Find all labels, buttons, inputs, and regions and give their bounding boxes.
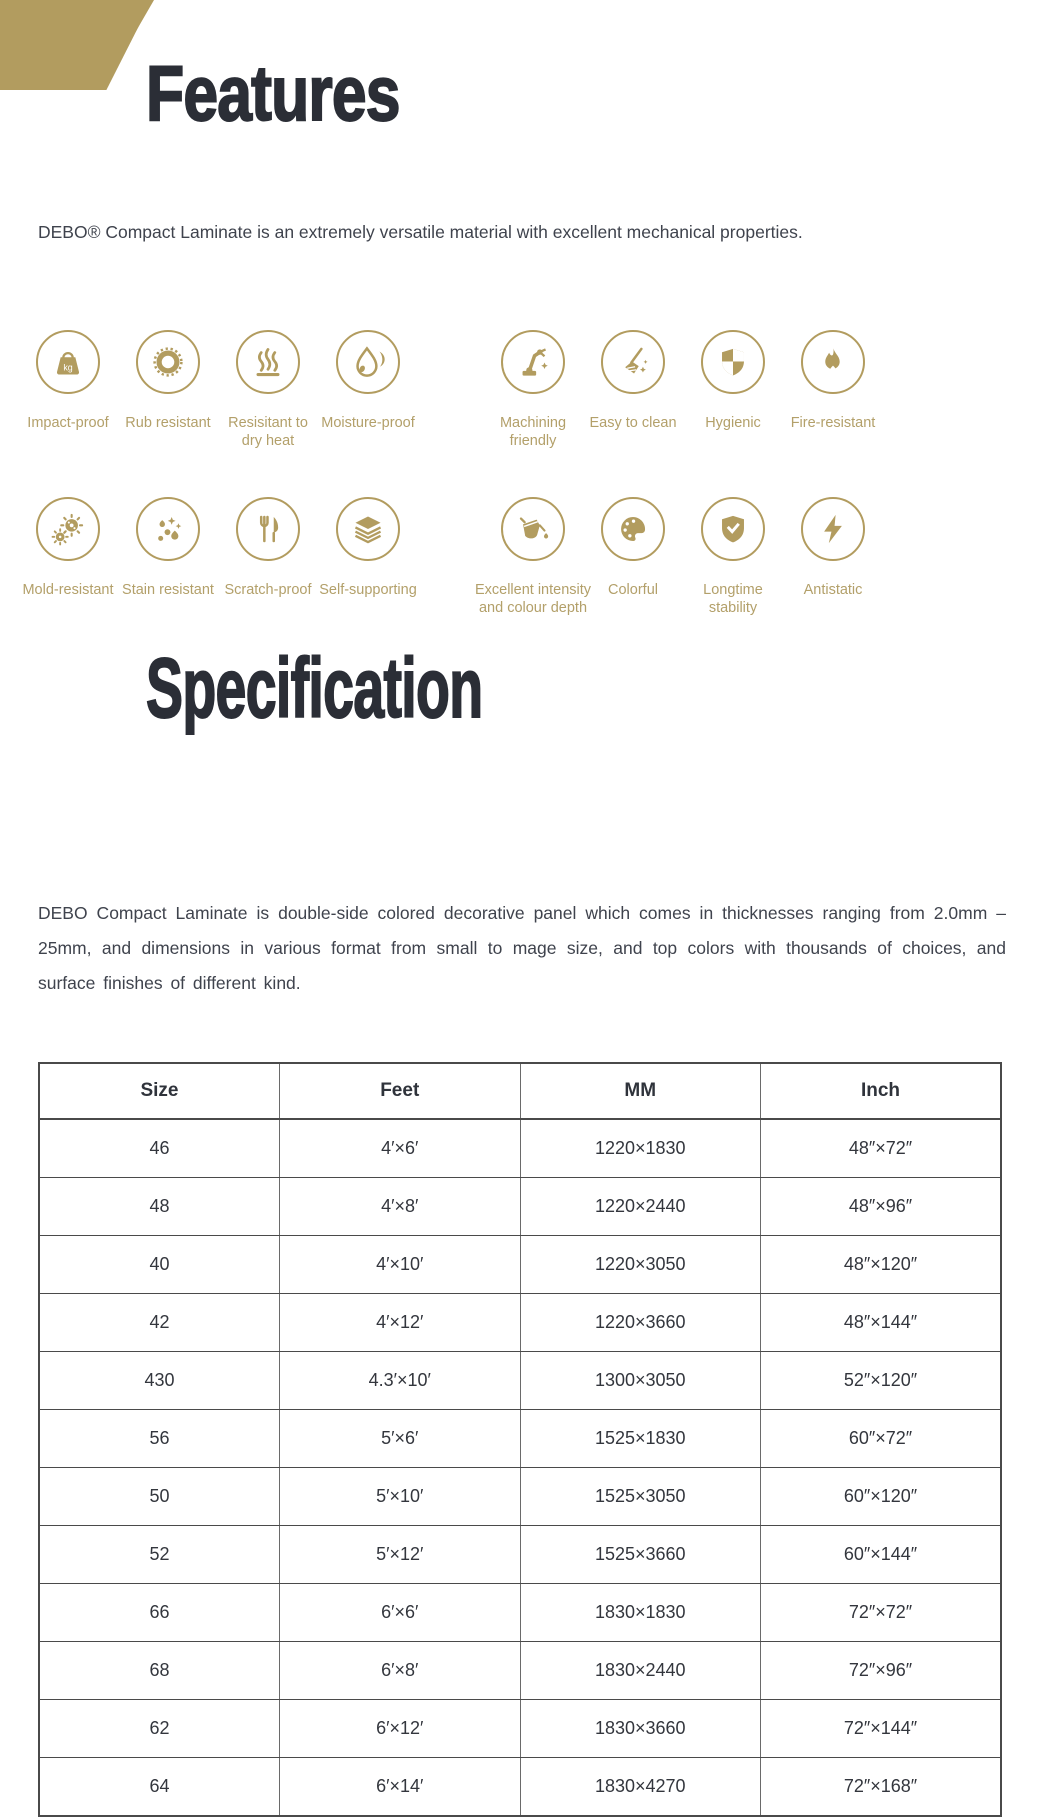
table-cell: 60″×144″ — [761, 1526, 1002, 1584]
broom-icon — [601, 330, 665, 394]
table-cell: 4′×12′ — [280, 1294, 521, 1352]
table-cell: 72″×72″ — [761, 1584, 1002, 1642]
feature-label: Mold-resistant — [22, 582, 114, 598]
feature-item — [218, 330, 318, 450]
table-cell: 1830×1830 — [520, 1584, 761, 1642]
feature-label: Excellent intensity and colour depth — [474, 582, 592, 616]
table-cell: 1220×3660 — [520, 1294, 761, 1352]
shield-check-icon — [701, 497, 765, 561]
table-header-row — [39, 1063, 1001, 1119]
feature-group-row2-right — [474, 497, 883, 617]
feature-label: Moisture-proof — [321, 415, 415, 431]
table-cell: 430 — [39, 1352, 280, 1410]
feature-item — [583, 497, 683, 617]
heat-flames-icon — [236, 330, 300, 394]
table-cell: 6′×6′ — [280, 1584, 521, 1642]
table-cell: 50 — [39, 1468, 280, 1526]
col-header-mm: MM — [520, 1063, 761, 1119]
table-row — [39, 1352, 1001, 1410]
feature-group-row1-right — [483, 330, 883, 450]
feature-item — [318, 330, 418, 450]
svg-text:kg: kg — [63, 362, 73, 373]
table-cell: 4′×8′ — [280, 1178, 521, 1236]
table-row — [39, 1642, 1001, 1700]
spec-table-head — [39, 1063, 1001, 1119]
feature-item — [483, 330, 583, 450]
checkered-shield-icon — [701, 330, 765, 394]
table-cell: 1220×1830 — [520, 1119, 761, 1178]
weight-kg-icon — [36, 330, 100, 394]
tire-icon — [136, 330, 200, 394]
stacked-layers-icon — [336, 497, 400, 561]
flame-icon — [801, 330, 865, 394]
feature-item — [583, 330, 683, 450]
table-row — [39, 1236, 1001, 1294]
table-cell: 5′×10′ — [280, 1468, 521, 1526]
spec-table-body — [39, 1119, 1001, 1816]
table-cell: 52 — [39, 1526, 280, 1584]
table-cell: 1830×3660 — [520, 1700, 761, 1758]
lightning-icon — [801, 497, 865, 561]
feature-item — [783, 497, 883, 617]
table-cell: 48″×72″ — [761, 1119, 1002, 1178]
gold-parallelogram-specification — [0, 0, 152, 90]
table-cell: 1220×3050 — [520, 1236, 761, 1294]
drops-sparkles-icon — [136, 497, 200, 561]
feature-label: Colorful — [608, 582, 658, 598]
feature-label: Antistatic — [803, 582, 863, 598]
table-cell: 48″×96″ — [761, 1178, 1002, 1236]
feature-label: Longtime stability — [703, 582, 763, 616]
table-cell: 48″×144″ — [761, 1294, 1002, 1352]
feature-item — [318, 497, 418, 599]
feature-label: Machining friendly — [499, 415, 567, 449]
table-cell: 1220×2440 — [520, 1178, 761, 1236]
spec-table — [38, 1062, 1002, 1817]
table-row — [39, 1119, 1001, 1178]
col-header-feet: Feet — [280, 1063, 521, 1119]
table-row — [39, 1294, 1001, 1352]
pouring-jug-icon — [501, 497, 565, 561]
water-drop-icon — [336, 330, 400, 394]
table-cell: 64 — [39, 1758, 280, 1817]
feature-label: Easy to clean — [589, 415, 677, 431]
specification-section-title: Specification — [146, 641, 483, 735]
feature-label: Stain resistant — [122, 582, 214, 598]
table-cell: 62 — [39, 1700, 280, 1758]
feature-label: Rub resistant — [125, 415, 211, 431]
feature-item — [18, 330, 118, 450]
feature-item — [783, 330, 883, 450]
table-cell: 60″×72″ — [761, 1410, 1002, 1468]
feature-item — [683, 330, 783, 450]
table-cell: 1830×4270 — [520, 1758, 761, 1817]
feature-label: Fire-resistant — [790, 415, 876, 431]
feature-label: Impact-proof — [27, 415, 109, 431]
table-cell: 66 — [39, 1584, 280, 1642]
germs-gears-icon — [36, 497, 100, 561]
table-cell: 4.3′×10′ — [280, 1352, 521, 1410]
table-cell: 72″×144″ — [761, 1700, 1002, 1758]
table-cell: 6′×12′ — [280, 1700, 521, 1758]
table-cell: 1525×3050 — [520, 1468, 761, 1526]
table-cell: 72″×96″ — [761, 1642, 1002, 1700]
table-cell: 60″×120″ — [761, 1468, 1002, 1526]
feature-item — [474, 497, 592, 617]
table-cell: 5′×6′ — [280, 1410, 521, 1468]
table-row — [39, 1584, 1001, 1642]
table-cell: 1830×2440 — [520, 1642, 761, 1700]
palette-icon — [601, 497, 665, 561]
table-row — [39, 1468, 1001, 1526]
table-cell: 4′×10′ — [280, 1236, 521, 1294]
feature-label: Resisitant to dry heat — [228, 415, 308, 449]
table-row — [39, 1526, 1001, 1584]
robot-arm-icon — [501, 330, 565, 394]
table-row — [39, 1178, 1001, 1236]
feature-label: Hygienic — [705, 415, 761, 431]
table-cell: 4′×6′ — [280, 1119, 521, 1178]
table-cell: 56 — [39, 1410, 280, 1468]
feature-label: Scratch-proof — [224, 582, 312, 598]
features-description: DEBO® Compact Laminate is an extremely versatile material with excellent mechanical properties. — [38, 222, 803, 242]
table-row — [39, 1758, 1001, 1817]
table-cell: 52″×120″ — [761, 1352, 1002, 1410]
table-cell: 48″×120″ — [761, 1236, 1002, 1294]
table-cell: 1525×3660 — [520, 1526, 761, 1584]
table-cell: 46 — [39, 1119, 280, 1178]
feature-label: Self-supporting — [319, 582, 417, 598]
table-cell: 68 — [39, 1642, 280, 1700]
features-section-title: Features — [146, 49, 400, 137]
table-cell: 48 — [39, 1178, 280, 1236]
table-cell: 5′×12′ — [280, 1526, 521, 1584]
table-cell: 42 — [39, 1294, 280, 1352]
table-cell: 72″×168″ — [761, 1758, 1002, 1817]
feature-item — [118, 330, 218, 450]
table-cell: 1300×3050 — [520, 1352, 761, 1410]
feature-group-row1-left — [18, 330, 418, 450]
col-header-inch: Inch — [761, 1063, 1002, 1119]
table-cell: 6′×8′ — [280, 1642, 521, 1700]
table-cell: 6′×14′ — [280, 1758, 521, 1817]
table-cell: 1525×1830 — [520, 1410, 761, 1468]
feature-group-row2-left — [18, 497, 418, 599]
fork-knife-icon — [236, 497, 300, 561]
col-header-size: Size — [39, 1063, 280, 1119]
feature-item — [683, 497, 783, 617]
specification-description: DEBO Compact Laminate is double-side colored decorative panel which comes in thicknesses ranging from 2.0mm – 25mm, and dimensions in various format from small to mage size, and top colors with thousands of choices, and surface finishes of different kind. — [38, 903, 1006, 993]
table-row — [39, 1410, 1001, 1468]
table-cell: 40 — [39, 1236, 280, 1294]
table-row — [39, 1700, 1001, 1758]
